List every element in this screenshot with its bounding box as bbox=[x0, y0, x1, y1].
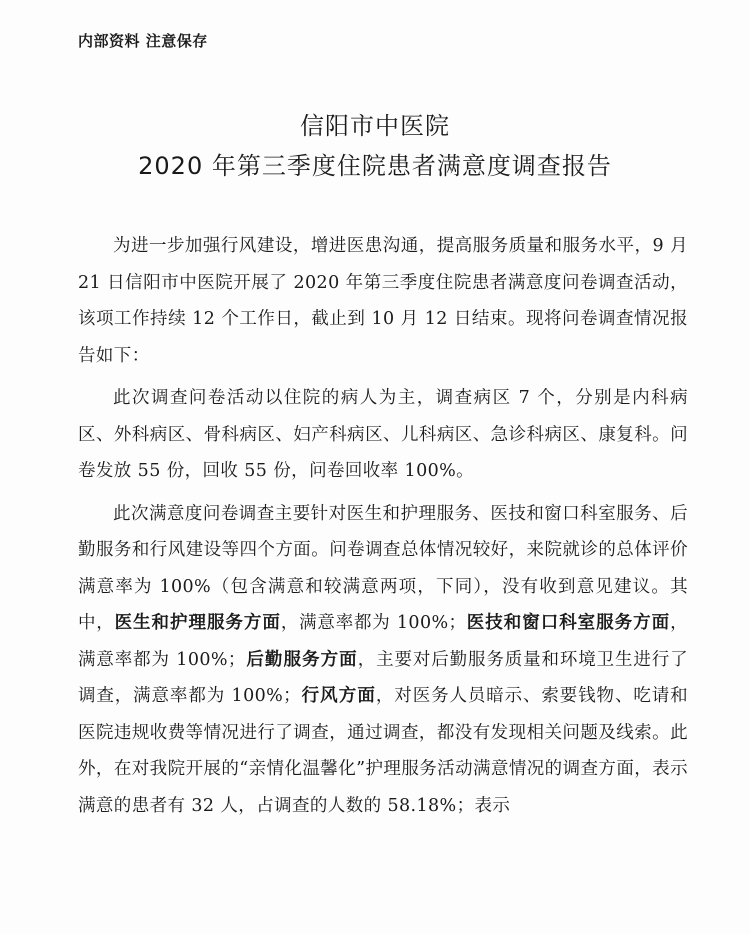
report-body bbox=[78, 228, 688, 824]
results-text-3: ，满意率都为 100%； bbox=[78, 613, 688, 670]
results-text-2: ，满意率都为 100%； bbox=[280, 613, 467, 633]
results-bold-logistics: 后勤服务方面 bbox=[245, 649, 358, 670]
results-text-1: 此次满意度问卷调查主要针对医生和护理服务、医技和窗口科室服务、后勤服务和行风建设等四个方面。问卷调查总体情况较好，来院就诊的总体评价满意率为 100%（包含满意和较满意两项，下同），没有收到意见建议。其中， bbox=[78, 503, 688, 633]
internal-material-note: 内部资料 注意保存 bbox=[78, 32, 208, 50]
results-text-4: ，主要对后勤服务质量和环境卫生进行了调查，满意率都为 100%； bbox=[78, 649, 689, 706]
title-hospital-name: 信阳市中医院 bbox=[300, 112, 450, 140]
results-bold-medtech-window: 医技和窗口科室服务方面 bbox=[466, 613, 671, 633]
paragraph-survey-scope: 此次调查问卷活动以住院的病人为主，调查病区 7 个，分别是内科病区、外科病区、骨科病区、妇产科病区、儿科病区、急诊科病区、康复科。问卷发放 55 份，回收 55 份，问卷回收率 100%。 bbox=[78, 388, 688, 481]
results-text-5: ，对医务人员暗示、索要钱物、吃请和医院违规收费等情况进行了调查，通过调查，都没有发现相关问题及线索。此外，在对我院开展的“亲情化温馨化”护理服务活动满意情况的调查方面，表示满意的患者有 32 人，占调查的人数的 58.18%；表示 bbox=[78, 686, 688, 816]
report-title bbox=[0, 106, 750, 186]
results-bold-conduct: 行风方面 bbox=[301, 686, 376, 706]
paragraph-survey-results bbox=[78, 496, 688, 825]
paragraph-intro: 为进一步加强行风建设，增进医患沟通，提高服务质量和服务水平，9 月 21 日信阳市中医院开展了 2020 年第三季度住院患者满意度问卷调查活动，该项工作持续 12 个工作日，截止到 10 月 12 日结束。现将问卷调查情况报告如下： bbox=[78, 236, 688, 366]
results-bold-doctor-nursing: 医生和护理服务方面 bbox=[114, 613, 281, 633]
title-report-name: 2020 年第三季度住院患者满意度调查报告 bbox=[138, 152, 612, 180]
